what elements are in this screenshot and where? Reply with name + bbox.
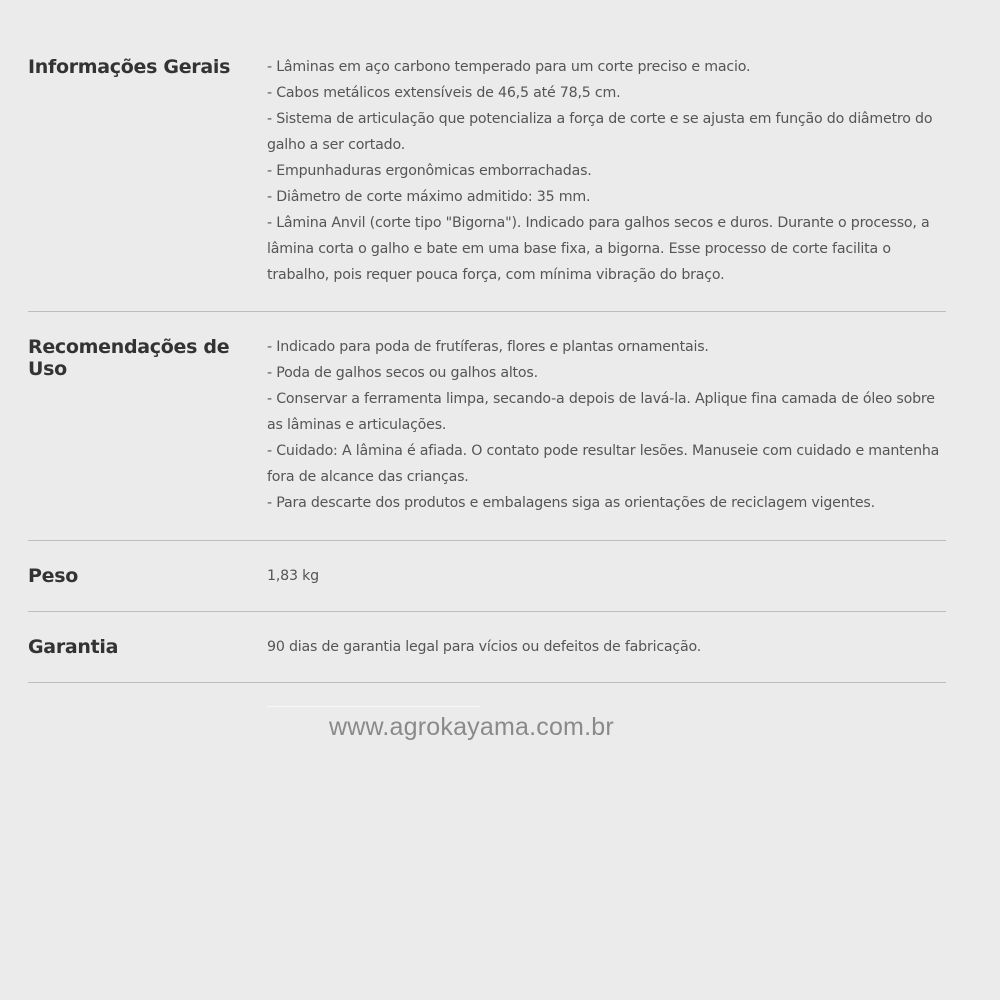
spec-value	[267, 312, 946, 540]
spec-label: Informações Gerais	[28, 56, 231, 78]
spec-line: galho a ser cortado.	[267, 137, 406, 153]
spec-line: 1,83 kg	[267, 568, 319, 584]
spec-label: Recomendações de Uso	[28, 336, 230, 380]
spec-line: - Indicado para poda de frutíferas, flores e plantas ornamentais.	[267, 339, 709, 355]
spec-value	[267, 40, 946, 311]
spec-label: Peso	[28, 565, 78, 587]
spec-line: - Sistema de articulação que potencializa a força de corte e se ajusta em função do diâmetro do	[267, 111, 933, 127]
spec-line: - Cabos metálicos extensíveis de 46,5 até 78,5 cm.	[267, 85, 621, 101]
spec-row-peso	[28, 541, 946, 612]
watermark: www.agrokayama.com.br	[329, 713, 614, 741]
spec-row-informacoes-gerais	[28, 40, 946, 312]
spec-value	[267, 541, 946, 611]
spec-line: lâmina corta o galho e bate em uma base fixa, a bigorna. Esse processo de corte facilita o	[267, 241, 891, 257]
spec-line: trabalho, pois requer pouca força, com mínima vibração do braço.	[267, 267, 725, 283]
spec-label: Garantia	[28, 636, 119, 658]
spec-line: - Para descarte dos produtos e embalagens siga as orientações de reciclagem vigentes.	[267, 495, 875, 511]
spec-line: - Empunhaduras ergonômicas emborrachadas.	[267, 163, 592, 179]
spec-line: - Cuidado: A lâmina é afiada. O contato pode resultar lesões. Manuseie com cuidado e mantenha	[267, 443, 940, 459]
spec-line: 90 dias de garantia legal para vícios ou defeitos de fabricação.	[267, 639, 702, 655]
spec-line: - Poda de galhos secos ou galhos altos.	[267, 365, 538, 381]
spec-row-recomendacoes-de-uso	[28, 312, 946, 541]
spec-row-garantia	[28, 612, 946, 683]
spec-line: - Lâmina Anvil (corte tipo "Bigorna"). Indicado para galhos secos e duros. Durante o processo, a	[267, 215, 930, 231]
spec-value	[267, 612, 946, 682]
spec-line: fora de alcance das crianças.	[267, 469, 469, 485]
spec-line: - Diâmetro de corte máximo admitido: 35 mm.	[267, 189, 591, 205]
spec-table	[28, 40, 946, 683]
spec-line: as lâminas e articulações.	[267, 417, 447, 433]
divider	[267, 706, 480, 707]
spec-line: - Lâminas em aço carbono temperado para um corte preciso e macio.	[267, 59, 751, 75]
spec-line: - Conservar a ferramenta limpa, secando-a depois de lavá-la. Aplique fina camada de óleo sobre	[267, 391, 935, 407]
